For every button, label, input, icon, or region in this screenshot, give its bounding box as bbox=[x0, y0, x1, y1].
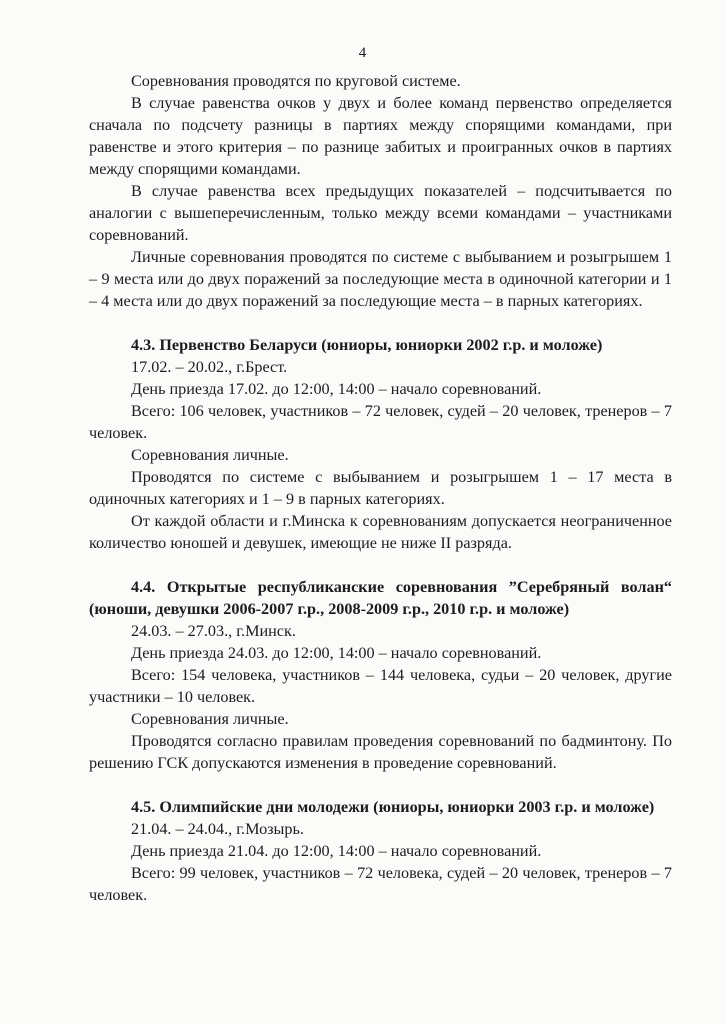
paragraph: В случае равенства очков у двух и более команд первенство определяется сначала по подсчету разницы в партиях между спорящими командами, при равенстве и этого критерия – по разнице забитых и проигранных очков в партиях между спорящими командами. bbox=[89, 94, 672, 178]
paragraph: От каждой области и г.Минска к соревнованиям допускается неограниченное количество юношей и девушек, имеющие не ниже II разряда. bbox=[89, 512, 672, 552]
paragraph: Всего: 99 человек, участников – 72 человека, судей – 20 человек, тренеров – 7 человек. bbox=[89, 864, 672, 904]
paragraph: 24.03. – 27.03., г.Минск. bbox=[131, 622, 296, 640]
paragraph: День приезда 21.04. до 12:00, 14:00 – начало соревнований. bbox=[131, 842, 542, 860]
section-heading: 4.5. Олимпийские дни молодежи (юниоры, юниорки 2003 г.р. и моложе) bbox=[131, 798, 655, 816]
section-4-5 bbox=[89, 796, 672, 906]
paragraph: Проводятся по системе с выбыванием и розыгрышем 1 – 17 места в одиночных категориях и 1 – 9 в парных категориях. bbox=[89, 468, 672, 508]
paragraph: Соревнования личные. bbox=[131, 710, 289, 728]
paragraph: День приезда 17.02. до 12:00, 14:00 – начало соревнований. bbox=[131, 380, 542, 398]
section-gap bbox=[89, 312, 672, 334]
section-gap bbox=[89, 554, 672, 576]
paragraph: Соревнования личные. bbox=[131, 446, 289, 464]
paragraph: День приезда 24.03. до 12:00, 14:00 – начало соревнований. bbox=[131, 644, 542, 662]
document-body bbox=[89, 70, 672, 906]
paragraph: Проводятся согласно правилам проведения соревнований по бадминтону. По решению ГСК допускаются изменения в проведение соревнований. bbox=[89, 732, 672, 772]
section-heading: 4.3. Первенство Беларуси (юниоры, юниорки 2002 г.р. и моложе) bbox=[131, 336, 603, 354]
paragraph: 21.04. – 24.04., г.Мозырь. bbox=[131, 820, 304, 838]
section-heading: 4.4. Открытые республиканские соревнования ”Серебряный волан“ (юноши, девушки 2006-2007 г.р., 2008-2009 г.р., 2010 г.р. и моложе) bbox=[89, 578, 672, 618]
paragraph: В случае равенства всех предыдущих показателей – подсчитывается по аналогии с вышеперечисленным, только между всеми командами – участниками соревнований. bbox=[89, 182, 672, 244]
page-number: 4 bbox=[358, 45, 367, 61]
paragraph: Всего: 154 человека, участников – 144 человека, судьи – 20 человек, другие участники – 10 человек. bbox=[89, 666, 672, 706]
section-gap bbox=[89, 774, 672, 796]
section-4-3 bbox=[89, 334, 672, 554]
paragraph: Личные соревнования проводятся по системе с выбыванием и розыгрышем 1 – 9 места или до двух поражений за последующие места в одиночной категории и 1 – 4 места или до двух поражений за последующие места – в парных категориях. bbox=[89, 248, 672, 310]
paragraph: Всего: 106 человек, участников – 72 человек, судей – 20 человек, тренеров – 7 человек. bbox=[89, 402, 672, 442]
paragraph: 17.02. – 20.02., г.Брест. bbox=[131, 358, 288, 376]
section-4-4 bbox=[89, 576, 672, 774]
paragraph: Соревнования проводятся по круговой системе. bbox=[131, 72, 461, 90]
